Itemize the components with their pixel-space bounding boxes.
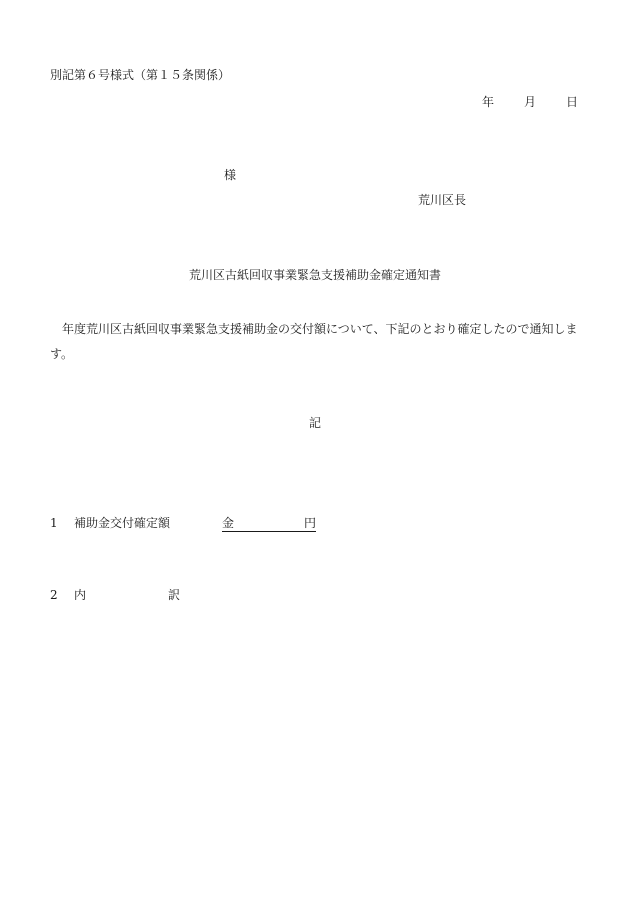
item-number: 2 — [50, 588, 58, 602]
body-text: 年度荒川区古紙回収事業緊急支援補助金の交付額について、下記のとおり確定したので通知します。 — [50, 322, 578, 361]
item-label: 補助金交付確定額 — [74, 516, 171, 530]
ki-heading: 記 — [308, 416, 321, 430]
addressee-suffix: 様 — [224, 168, 237, 182]
amount-prefix: 金 — [222, 516, 235, 530]
date-year-label: 年 — [481, 95, 494, 109]
amount-field — [222, 516, 316, 532]
item-label: 内 訳 — [74, 588, 180, 602]
amount-suffix: 円 — [303, 516, 316, 530]
item-number: 1 — [50, 516, 58, 530]
document-title: 荒川区古紙回収事業緊急支援補助金確定通知書 — [188, 268, 441, 282]
date-fields — [482, 95, 578, 109]
item-breakdown — [50, 588, 180, 602]
issuer-name: 荒川区長 — [418, 193, 467, 207]
form-reference: 別記第６号様式（第１５条関係） — [50, 68, 231, 82]
date-month-label: 月 — [523, 95, 536, 109]
date-day-label: 日 — [565, 95, 578, 109]
item-confirmed-amount — [50, 516, 316, 532]
